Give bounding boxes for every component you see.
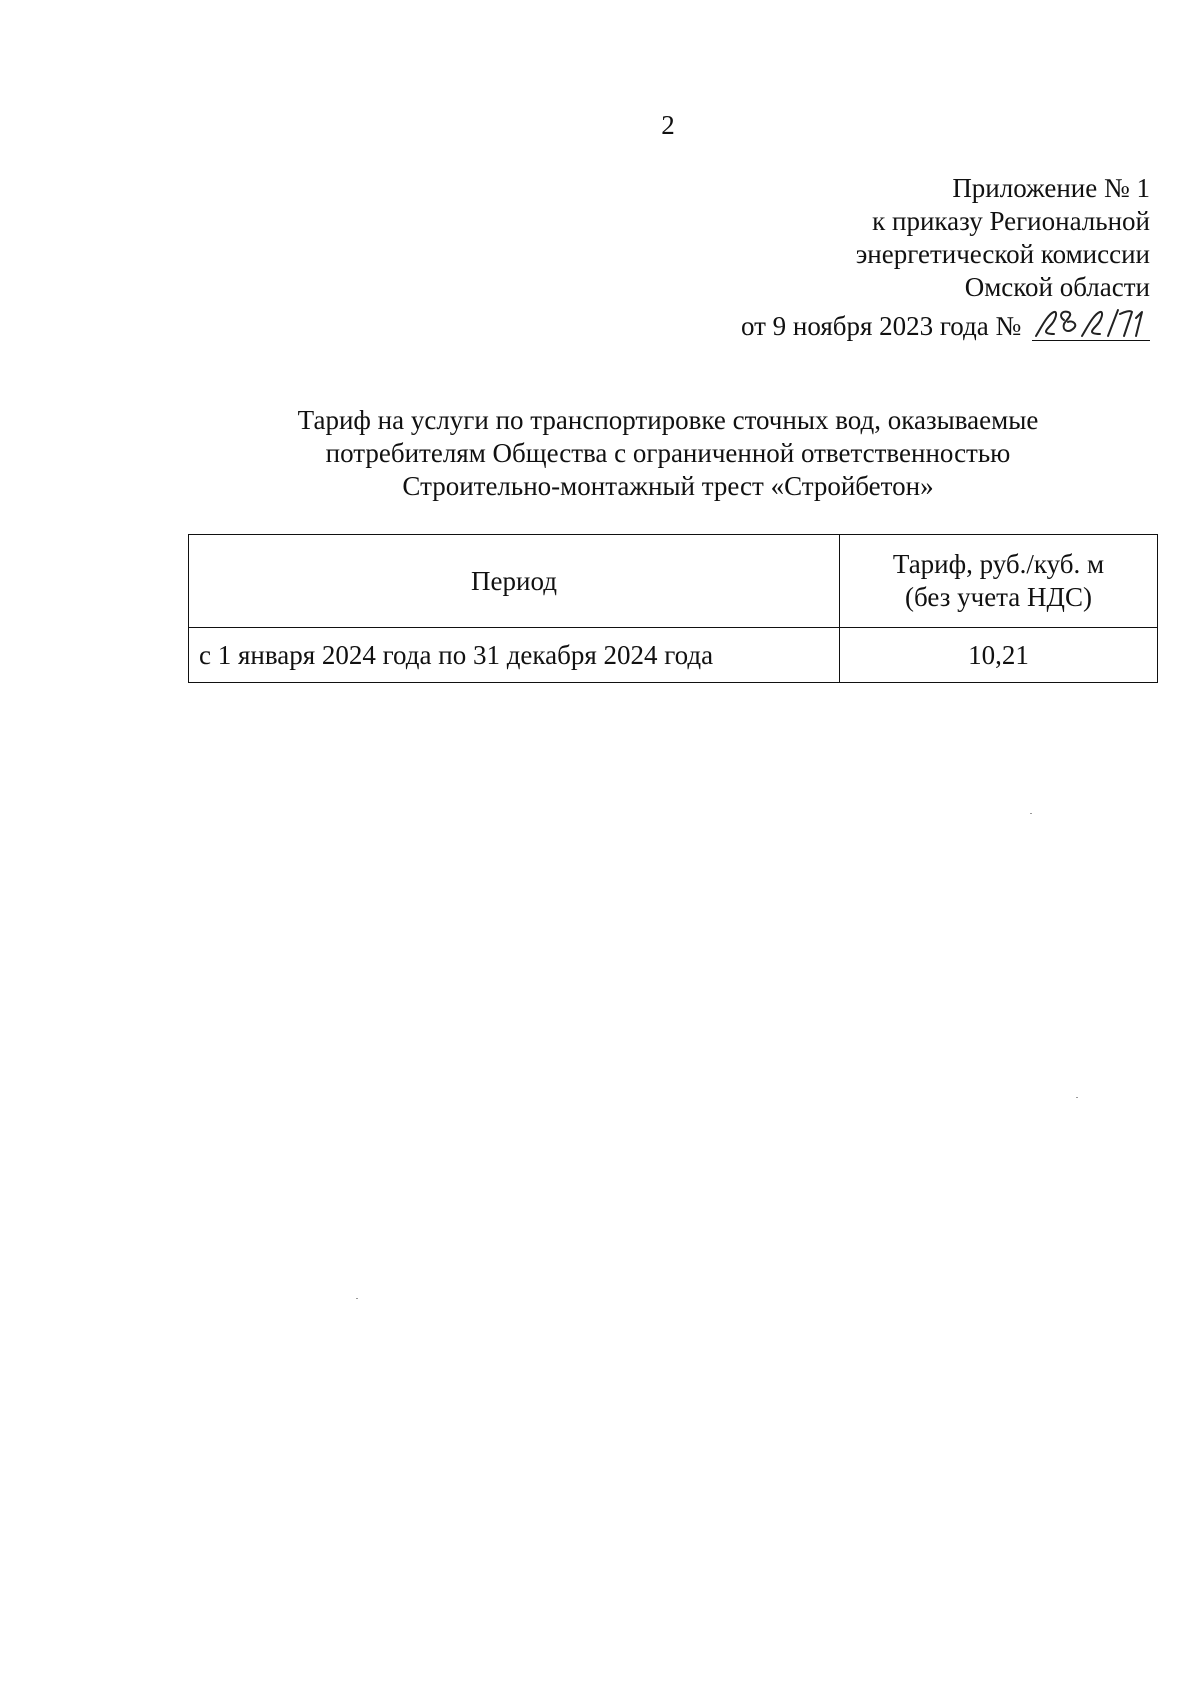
appendix-commission: энергетической комиссии	[855, 239, 1150, 269]
table-row	[189, 628, 1158, 683]
tariff-table	[188, 534, 1158, 683]
header-tariff-line-2: (без учета НДС)	[905, 582, 1092, 612]
document-title	[0, 404, 1200, 503]
appendix-title: Приложение № 1	[952, 173, 1150, 203]
appendix-region: Омской области	[964, 272, 1150, 302]
appendix-date: от 9 ноября 2023 года №	[740, 311, 1022, 341]
header-tariff	[840, 535, 1158, 628]
cell-period: с 1 января 2024 года по 31 декабря 2024 года	[189, 628, 840, 683]
handwritten-order-number	[1032, 310, 1150, 341]
handwritten-number-icon	[1032, 306, 1150, 340]
scan-speck	[356, 1298, 358, 1299]
header-period: Период	[189, 535, 840, 628]
scan-speck	[1076, 1097, 1078, 1098]
header-tariff-line-1: Тариф, руб./куб. м	[892, 549, 1105, 579]
page-number: 2	[661, 110, 675, 140]
appendix-date-line	[741, 304, 1150, 343]
cell-tariff-value: 10,21	[840, 628, 1158, 683]
title-line-2: потребителям Общества с ограниченной ответственностью	[325, 438, 1011, 468]
title-line-1: Тариф на услуги по транспортировке сточных вод, оказываемые	[297, 405, 1039, 435]
scan-speck	[1030, 813, 1032, 814]
title-line-3: Строительно-монтажный трест «Стройбетон»	[402, 471, 934, 501]
appendix-block	[741, 172, 1150, 343]
table-header-row	[189, 535, 1158, 628]
appendix-order-ref: к приказу Региональной	[872, 206, 1150, 236]
